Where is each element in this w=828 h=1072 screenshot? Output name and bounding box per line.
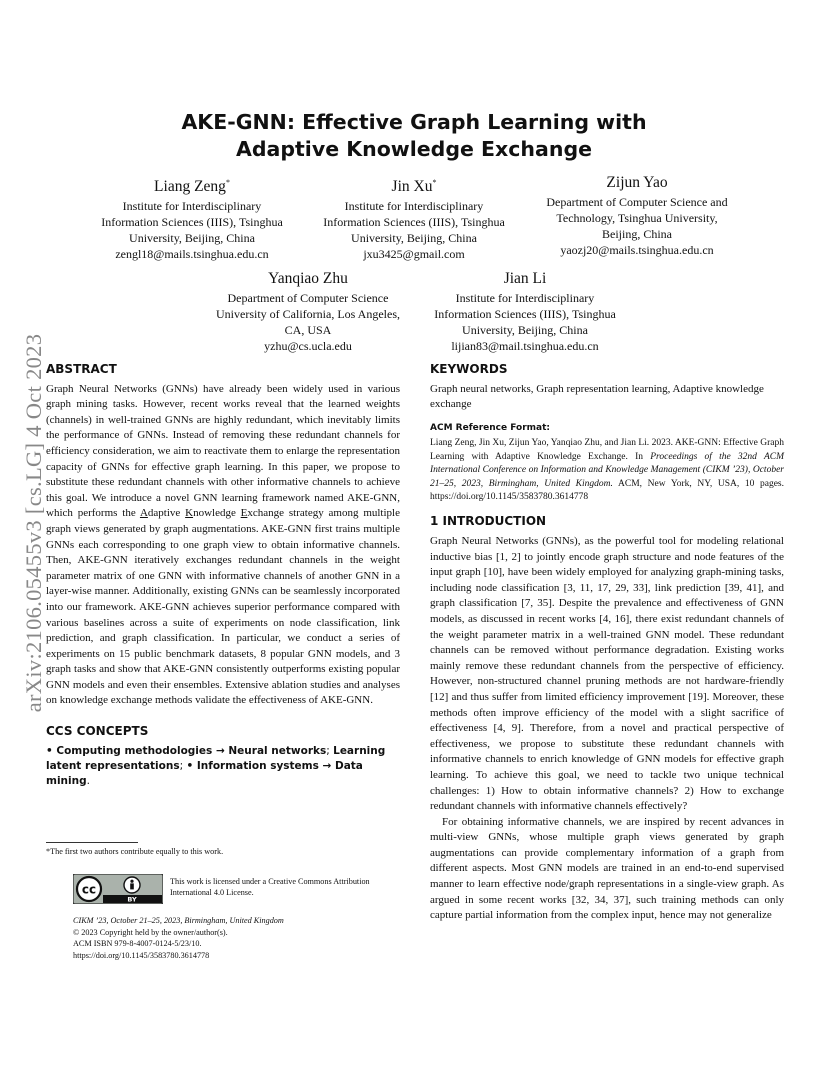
author-name: Yanqiao Zhu (268, 270, 348, 287)
affiliation-line: CA, USA (284, 323, 332, 337)
method-word-a: daptive (147, 507, 186, 520)
author-name: Jian Li (503, 270, 547, 287)
arxiv-id: arXiv:2106.05455v3 [cs.LG] 4 Oct 2023 (21, 333, 46, 713)
acm-reference-part-1: Liang Zeng, Jin Xu, Zijun Yao, Yanqiao Zhu, and Jian Li. 2023. AKE-GNN: Effective Graph Learning with Adaptive Knowledge Exchange. In (430, 438, 784, 462)
acm-reference-proceedings: Proceedings of the 32nd ACM International Conference on Information and Knowledge Management (CIKM ’23), October 21–25, 2023, Birmingham, United Kingdom. (430, 451, 785, 489)
keywords-text: Graph neural networks, Graph representation learning, Adaptive knowledge exchange (430, 382, 764, 411)
method-initial-k: K (185, 507, 194, 520)
author-email: jxu3425@gmail.com (363, 247, 465, 262)
author-block (196, 270, 420, 354)
right-column (430, 362, 784, 924)
author-name: Liang Zeng (154, 178, 226, 196)
paper-title (0, 109, 828, 163)
method-word-k: nowledge (193, 507, 241, 520)
ccs-separator: ; (179, 759, 187, 772)
method-initial-e: E (240, 507, 248, 520)
method-initial-a: A (139, 507, 148, 520)
author-email: yzhu@cs.ucla.edu (264, 339, 352, 353)
author-email: lijian83@mail.tsinghua.edu.cn (451, 339, 599, 353)
ccs-concepts (46, 744, 400, 789)
author-name: Jin Xu (391, 178, 433, 196)
affiliation-line: University of California, Los Angeles, (216, 307, 400, 321)
abstract-text-part-2: strategy among multiple graph views generated by graph augmentations. AKE-GNN first trains multiple GNNs each corresponding to one graph view to obtain informative channels. Then, AKE-GNN iteratively exchanges redundant channels in the weight parameter matrix of one GNN with informative channels of another GNN in a layer-wise manner. Additionally, existing GNNs can be seamlessly incorporated into our framework. AKE-GNN achieves superior performance compared with various baselines across a suite of experiments on node classification, link prediction, and graph classification. In particular, we conduct a series of experiments on 15 public benchmark datasets, 8 popular GNN models, and 3 graph tasks and show that AKE-GNN consistently outperforms existing popular GNN models and even their ensembles. Extensive ablation studies and analyses on knowledge exchange methods validate the effectiveness of AKE-GNN. (46, 507, 400, 707)
author-block (530, 174, 744, 258)
cc-badge-label: cc (81, 882, 97, 897)
affiliation-line: Information Sciences (IIIS), Tsinghua (101, 215, 283, 230)
license-text: This work is licensed under a Creative Commons Attribution International 4.0 License. (170, 877, 370, 898)
arxiv-sidebar (20, 298, 48, 748)
abstract-text-part-1: Graph Neural Networks (GNNs) have already been widely used in various graph mining tasks. However, recent works reveal that the learned weights (channels) in well-trained GNNs are highly redundant, which inevitably limits the performance of GNNs. Instead of removing these redundant channels for efficiency consideration, we aim to reactivate them to enlarge the representation capacity of GNNs for effective graph learning. In this paper, we propose to substitute these redundant channels with other informative channels to achieve this goal. We introduce a novel GNN learning framework named AKE-GNN, which performs the (46, 382, 400, 520)
abstract-heading: ABSTRACT (46, 362, 117, 376)
ccs-separator: ; (326, 744, 334, 757)
author-email: yaozj20@mails.tsinghua.edu.cn (560, 243, 714, 257)
ccs-heading: CCS CONCEPTS (46, 724, 149, 739)
affiliation-line: University, Beijing, China (129, 231, 255, 246)
left-column (46, 362, 400, 789)
affiliation-line: Technology, Tsinghua University, (556, 211, 718, 225)
intro-paragraph-1: Graph Neural Networks (GNNs), as the powerful tool for modeling relational inductive bias [1, 2] to jointly encode graph structure and node features of the input graph [10], have been widely employed for analyzing graph-mining tasks, including node classification [3, 11, 17, 29, 33], link prediction [39, 41], and graph classification [7, 35]. Despite the prevalence and effectiveness of GNN models, as discussed in recent works [4, 16], there exist redundant channels of the weight parameter matrix in a well-trained GNN model. These redundant channels can be removed without performance degradation. Existing works mainly remove these redundant channels from the perspective of efficiency. However, non-structured channel pruning methods are not hardware-friendly [12] and thus suffer from limited efficiency improvement [19]. Moreover, these methods often improve efficiency of the model with a slight sacrifice of effectiveness [4, 9]. Therefore, from a novel and practical perspective of effectiveness, we propose to substitute these redundant channels with informative channels to enrich knowledge of GNN models for effective graph learning. To achieve this goal, we need to tackle two unique technical challenges: 1) How to obtain informative channels? 2) How to exchange redundant channels with informative channels effectively? (430, 535, 784, 813)
acm-reference-part-2: ACM, New York, NY, USA, 10 pages. https://doi.org/10.1145/3583780.3614778 (430, 478, 784, 502)
by-badge-label: BY (127, 895, 137, 904)
author-name: Zijun Yao (606, 174, 668, 191)
affiliation-line: University, Beijing, China (351, 231, 477, 246)
affiliation-line: Department of Computer Science (227, 291, 389, 305)
introduction-heading: 1 INTRODUCTION (430, 514, 547, 529)
title-line-2: Adaptive Knowledge Exchange (235, 137, 593, 161)
copyright: © 2023 Copyright held by the owner/author(s). (73, 927, 228, 937)
ccs-concept-1: • Computing methodologies → Neural networks (46, 744, 327, 757)
isbn: ACM ISBN 979-8-4007-0124-5/23/10. (73, 939, 202, 949)
equal-contribution-mark: * (432, 178, 437, 187)
ccs-concept-3: • Information systems → Data mining (46, 759, 363, 787)
author-block (418, 270, 632, 354)
method-word-e: xchange (247, 507, 285, 520)
affiliation-line: Institute for Interdisciplinary (455, 291, 595, 305)
ccs-terminator: . (86, 774, 90, 787)
affiliation-line: Beijing, China (602, 227, 672, 241)
author-email: zengl18@mails.tsinghua.edu.cn (115, 247, 269, 262)
acm-reference-text (430, 437, 784, 504)
affiliation-line: Information Sciences (IIIS), Tsinghua (323, 215, 505, 230)
doi: https://doi.org/10.1145/3583780.3614778 (73, 950, 210, 960)
cc-by-license-badge (73, 874, 163, 904)
acm-reference-heading: ACM Reference Format: (430, 422, 550, 433)
affiliation-line: Institute for Interdisciplinary (344, 199, 484, 214)
author-block (308, 174, 520, 262)
affiliation-line: Institute for Interdisciplinary (122, 199, 262, 214)
ccs-concept-2: Learning latent representations (46, 744, 386, 772)
affiliation-line: Information Sciences (IIIS), Tsinghua (434, 307, 616, 321)
footnote: *The first two authors contribute equally to this work. (46, 847, 224, 856)
abstract-text (46, 382, 400, 709)
conference-info (73, 915, 403, 961)
author-block (86, 174, 298, 262)
footnote-rule (46, 842, 138, 843)
keywords-heading: KEYWORDS (430, 362, 508, 376)
title-line-1: AKE-GNN: Effective Graph Learning with (181, 110, 647, 134)
equal-contribution-mark: * (225, 178, 230, 187)
affiliation-line: University, Beijing, China (462, 323, 588, 337)
affiliation-line: Department of Computer Science and (546, 195, 728, 209)
conference-venue: CIKM ’23, October 21–25, 2023, Birmingham, United Kingdom (73, 916, 284, 925)
intro-paragraph-2: For obtaining informative channels, we are inspired by recent advances in multi-view GNNs, whose multiple graph views generated by graph augmentations can provide complementary information of a graph from different aspects. Most GNN models are trained in an end-to-end supervised manner to learn effective node/graph representations in a single-view graph. As argued in some recent works [32, 34, 37], such training methods can only capture partial information from the complex input, hence may not generalize (430, 815, 784, 922)
